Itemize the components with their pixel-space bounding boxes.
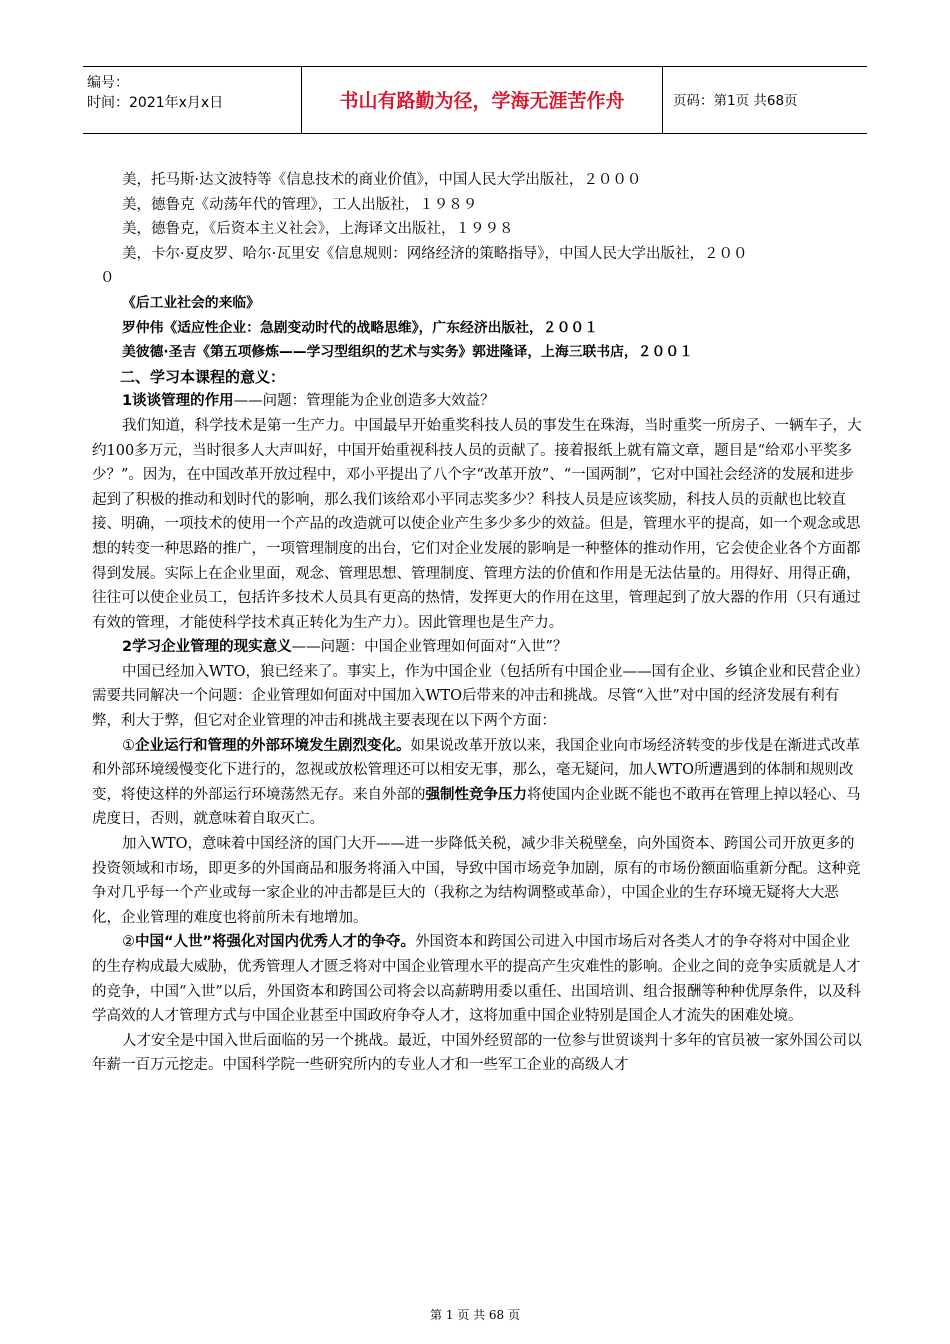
point-text: 如果说改革开放以来，我国企业向市场经济转变的步伐是在渐进式改革和外部环境缓慢变化下进行的，忽视或放松管理还可以相安无事，那么，毫无疑问，加人WTO所遭遇到的体制和规则改变，将使这样的外部运行环境荡然无存。来自外部的 — [92, 737, 860, 803]
time-label: 时间：2021年x月x日 — [87, 95, 224, 111]
code-label: 编号： — [87, 75, 129, 91]
section-title: 二、学习本课程的意义： — [120, 367, 286, 386]
point-number: ② — [122, 934, 135, 951]
reference-item: 美，托马斯·达文波特等《信息技术的商业价值》，中国人民大学出版社，２０００ — [122, 172, 642, 188]
item-title: 1谈谈管理的作用 — [122, 393, 234, 410]
page-header — [83, 66, 867, 134]
point-title: 企业运行和管理的外部环境发生剧烈变化。 — [135, 737, 411, 754]
item-heading — [92, 635, 862, 660]
item-heading — [92, 389, 862, 414]
header-motto-cell — [301, 67, 663, 133]
reference-item: 美，德鲁克，《后资本主义社会》，上海译文出版社，１９９８ — [122, 221, 514, 238]
item-question: ——问题：管理能为企业创造多大效益？ — [233, 393, 495, 410]
header-meta — [87, 73, 292, 113]
header-motto: 书山有路勤为径，学海无涯苦作舟 — [339, 90, 625, 112]
item-question: ——问题：中国企业管理如何面对“入世”？ — [291, 639, 568, 656]
reference-continuation: ０ — [100, 270, 115, 287]
document-body — [92, 168, 862, 1078]
point-text: 将使国内企业既不能也不敢再在管理上掉以轻心、马虎度日，否则，就意味着自取灭亡。 — [92, 786, 861, 828]
paragraph: 人才安全是中国入世后面临的另一个挑战。最近，中国外经贸部的一位参与世贸谈判十多年的官员被一家外国公司以年薪一百万元挖走。中国科学院一些研究所内的专业人才和一些军工企业的高级人才 — [92, 1032, 862, 1074]
item-title: 2学习企业管理的现实意义 — [122, 639, 292, 656]
point-paragraph — [92, 930, 862, 1028]
bold-reference: 罗仲伟《适应性企业：急剧变动时代的战略思维》，广东经济出版社，２００１ — [122, 319, 598, 336]
point-bold-phrase: 强制性竞争压力 — [425, 786, 527, 803]
bold-reference: 美彼德·圣吉《第五项修炼——学习型组织的艺术与实务》郭进隆译，上海三联书店，２００１ — [122, 344, 693, 361]
point-title: 中国“人世”将强化对国内优秀人才的争夺。 — [135, 934, 416, 951]
point-number: ① — [122, 737, 135, 754]
paragraph: 我们知道，科学技术是第一生产力。中国最早开始重奖科技人员的事发生在珠海，当时重奖一所房子、一辆车子，大约100多万元，当时很多人大声叫好，中国开始重视科技人员的贡献了。接着报纸上就有篇文章，题目是“给邓小平奖多少？”。因为，在中国改革开放过程中，邓小平提出了八个字“改革开放”、“一国两制”，它对中国社会经济的发展和进步起到了积极的推动和划时代的影响，那么我们该给邓小平同志奖多少？科技人员是应该奖励，科技人员的贡献也比较直接、明确，一项技术的使用一个产品的改造就可以使企业产生多少多少的效益。但是，管理水平的提高，如一个观念或思想的转变一种思路的推广，一项管理制度的出台，它们对企业发展的影响是一种整体的推动作用，它会使企业各个方面都得到发展。实际上在企业里面，观念、管理思想、管理制度、管理方法的价值和作用是无法估量的。用得好、用得正确，往往可以使企业员工，包括许多技术人员具有更高的热情，发挥更大的作用在这里，管理起到了放大器的作用（只有通过有效的管理，才能使科学技术真正转化为生产力）。因此管理也是生产力。 — [92, 417, 862, 631]
point-text: 外国资本和跨国公司进入中国市场后对各类人才的争夺将对中国企业的生存构成最大威胁，优秀管理人才匮乏将对中国企业管理水平的提高产生灾难性的影响。企业之间的竞争实质就是人才的竞争，中国“入世”以后，外国资本和跨国公司将会以高薪聘用委以重任、出国培训、组合报酬等种种优厚条件，以及科学高效的人才管理方式与中国企业甚至中国政府争夺人才，这将加重中国企业特别是国企人才流失的困难处境。 — [92, 934, 861, 1025]
header-page-info: 页码：第1页 共68页 — [673, 93, 798, 109]
paragraph: 中国已经加入WTO，狼已经来了。事实上，作为中国企业（包括所有中国企业——国有企业、乡镇企业和民营企业）需要共同解决一个问题：企业管理如何面对中国加入WTO后带来的冲击和挑战。尽管“入世”对中国的经济发展有利有弊，利大于弊，但它对企业管理的冲击和挑战主要表现在以下两个方面： — [92, 663, 862, 730]
reference-item: 美，卡尔·夏皮罗、哈尔·瓦里安《信息规则：网络经济的策略指导》，中国人民大学出版社，２００ — [122, 245, 748, 262]
point-paragraph — [92, 734, 862, 832]
page-footer: 第 1 页 共 68 页 — [430, 1308, 520, 1322]
bold-reference: 《后工业社会的来临》 — [122, 294, 260, 311]
paragraph: 加入WTO，意味着中国经济的国门大开——进一步降低关税，减少非关税壁垒，向外国资本、跨国公司开放更多的投资领域和市场，即更多的外国商品和服务将涌入中国，导致中国市场竞争加剧，原有的市场份额面临重新分配。这种竞争对几乎每一个产业或每一家企业的冲击都是巨大的（我称之为结构调整或革命），中国企业的生存环境无疑将大大恶化，企业管理的难度也将前所未有地增加。 — [92, 836, 861, 926]
reference-item: 美，德鲁克《动荡年代的管理》，工人出版社，１９８９ — [122, 196, 478, 213]
